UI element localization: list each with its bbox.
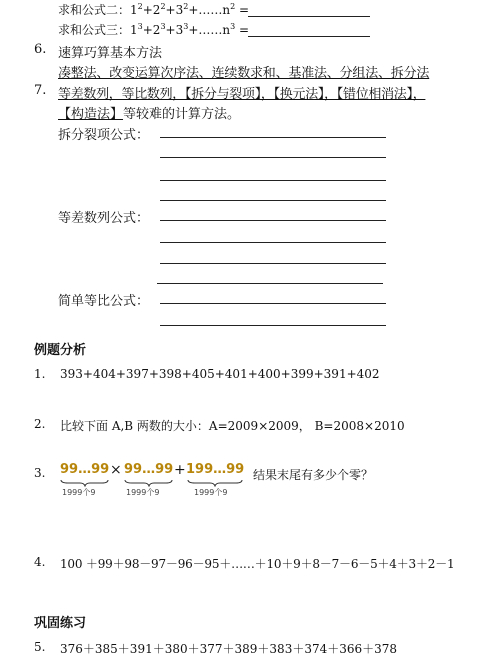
answer-line[interactable] xyxy=(160,242,386,243)
exponent: 2 xyxy=(160,2,166,11)
sum-formula-three xyxy=(58,21,249,38)
formula-text: +……n xyxy=(188,23,231,37)
count-a: 1999个9 xyxy=(62,488,96,497)
example-4-number: 4. xyxy=(34,555,46,569)
formula-text: 求和公式二：1 xyxy=(58,3,138,17)
example-1-number: 1. xyxy=(34,367,46,381)
nines-b: 99…99 xyxy=(124,462,174,477)
formula-text: +3 xyxy=(165,3,184,17)
answer-line[interactable] xyxy=(160,220,386,221)
nines-c: 199…99 xyxy=(186,462,245,477)
example-2-text: 比较下面 A,B 两数的大小：A=2009×2009， B=2008×2010 xyxy=(60,419,405,433)
practice-5-text: 376＋385＋391＋380＋377＋389＋383＋374＋366＋378 xyxy=(60,642,398,656)
item-7-line1: 等差数列，等比数列，【拆分与裂项】，【换元法】，【错位相消法】， xyxy=(58,87,426,102)
section-title-practice: 巩固练习 xyxy=(34,616,87,631)
section-title-examples: 例题分析 xyxy=(34,343,87,358)
formula-text: +3 xyxy=(165,23,184,37)
formula-text: = xyxy=(235,23,250,37)
example-3-text: 结果末尾有多少个零？ xyxy=(253,468,374,482)
example-3-number: 3. xyxy=(34,466,46,480)
formula-text: = xyxy=(235,3,250,17)
count-c: 1999个9 xyxy=(194,488,228,497)
exponent: 3 xyxy=(160,22,166,31)
item-6-title: 速算巧算基本方法 xyxy=(58,46,163,61)
geo-formula-label: 简单等比公式： xyxy=(58,294,150,309)
arith-formula-label: 等差数列公式： xyxy=(58,211,150,226)
example-4-text: 100 ＋99＋98－97－96－95＋……＋10＋9＋8－7－6－5＋4＋3＋2－1 xyxy=(60,557,455,571)
exponent: 2 xyxy=(183,2,189,11)
sum-formula-two xyxy=(58,1,249,18)
formula-text: 求和公式三：1 xyxy=(58,23,138,37)
answer-line[interactable] xyxy=(157,283,383,284)
answer-line[interactable] xyxy=(160,180,386,181)
exponent: 3 xyxy=(230,22,236,31)
answer-line[interactable] xyxy=(160,200,386,201)
answer-line[interactable] xyxy=(160,325,386,326)
item-7-tail: 等较难的计算方法。 xyxy=(123,107,241,122)
exponent: 2 xyxy=(137,2,143,11)
answer-blank[interactable] xyxy=(248,36,370,37)
example-3-expression xyxy=(58,460,248,500)
exponent: 3 xyxy=(137,22,143,31)
item-7-number: 7. xyxy=(34,83,47,98)
practice-5-number: 5. xyxy=(34,640,46,654)
formula-text: +2 xyxy=(142,23,161,37)
example-1-text: 393+404+397+398+405+401+400+399+391+402 xyxy=(60,367,380,381)
times-sign: × xyxy=(110,462,122,478)
formula-text: +2 xyxy=(142,3,161,17)
count-b: 1999个9 xyxy=(126,488,160,497)
exponent: 2 xyxy=(230,2,236,11)
item-7-line2 xyxy=(58,103,240,122)
answer-line[interactable] xyxy=(160,303,386,304)
construct-method: 【构造法】 xyxy=(58,107,124,122)
underbraces xyxy=(58,479,248,487)
item-6-methods: 凑整法、改变运算次序法、连续数求和、基准法、分组法、拆分法 xyxy=(58,66,430,81)
example-2-number: 2. xyxy=(34,417,46,431)
nines-a: 99…99 xyxy=(60,462,110,477)
answer-line[interactable] xyxy=(160,157,386,158)
item-6-number: 6. xyxy=(34,42,47,57)
answer-blank[interactable] xyxy=(248,16,370,17)
answer-line[interactable] xyxy=(160,263,386,264)
exponent: 3 xyxy=(183,22,189,31)
formula-text: +……n xyxy=(188,3,231,17)
answer-line[interactable] xyxy=(160,137,386,138)
plus-sign: + xyxy=(174,462,186,478)
split-formula-label: 拆分裂项公式： xyxy=(58,128,150,143)
